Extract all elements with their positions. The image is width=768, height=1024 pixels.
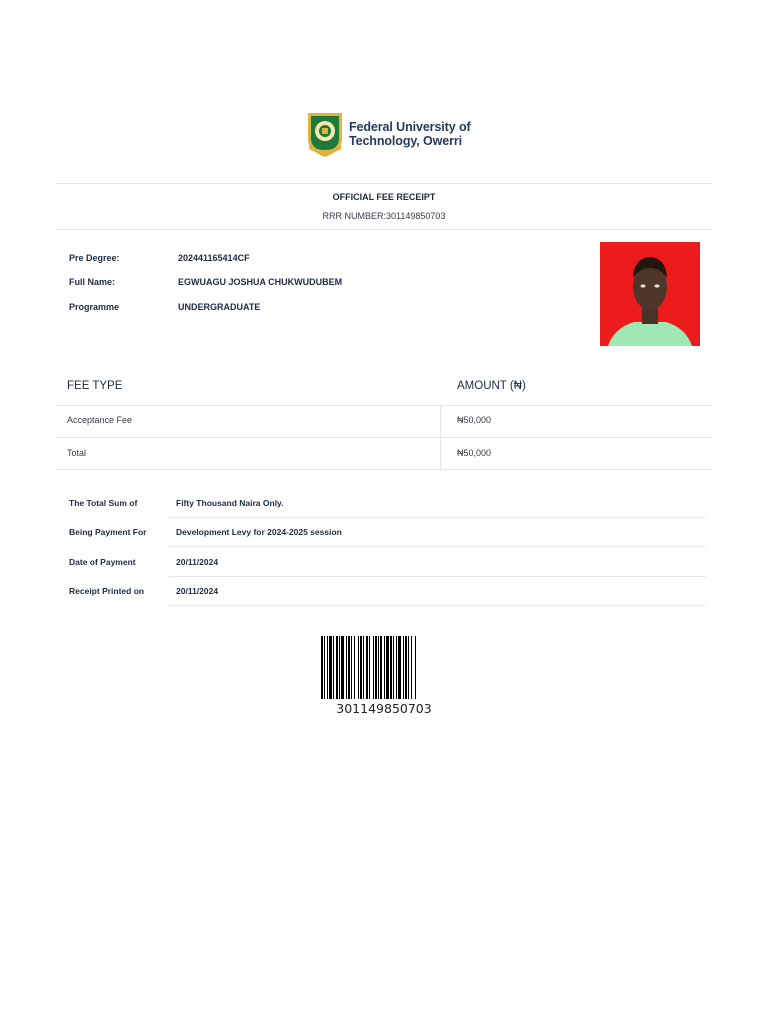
divider (56, 469, 712, 470)
university-name-line2: Technology, Owerri (349, 134, 463, 148)
barcode-bar (405, 636, 407, 699)
divider (56, 183, 712, 184)
divider (169, 517, 706, 518)
barcode-bar (390, 636, 392, 699)
divider (169, 576, 706, 577)
programme-value: UNDERGRADUATE (178, 302, 261, 312)
payment-date-value: 20/11/2024 (176, 557, 219, 567)
divider (56, 229, 712, 230)
barcode-bar (324, 636, 325, 699)
divider (56, 437, 712, 438)
barcode-bar (339, 636, 340, 699)
barcode-bar (415, 636, 416, 699)
barcode-bar (393, 636, 394, 699)
barcode-bar (396, 636, 397, 699)
barcode-bar (380, 636, 382, 699)
barcode-bar (408, 636, 409, 699)
full-name-value: EGWUAGU JOSHUA CHUKWUDUBEM (178, 277, 343, 287)
printed-on-label: Receipt Printed on (69, 586, 145, 596)
payment-for-value: Development Levy for 2024-2025 session (176, 527, 342, 537)
barcode-bar (375, 636, 377, 699)
university-logo (304, 108, 471, 160)
barcode-bar (358, 636, 359, 699)
barcode-bar (327, 636, 328, 699)
fee-row-amount: ₦50,000 (457, 415, 492, 425)
full-name-label: Full Name: (69, 277, 116, 287)
total-row-amount: ₦50,000 (457, 448, 492, 458)
programme-label: Programme (69, 302, 120, 312)
total-sum-label: The Total Sum of (69, 498, 138, 508)
total-row-label: Total (67, 448, 87, 458)
barcode-bar (360, 636, 362, 699)
pre-degree-value: 202441165414CF (178, 253, 250, 263)
barcode-bar (411, 636, 412, 699)
total-sum-value: Fifty Thousand Naira Only. (176, 498, 284, 508)
divider (169, 546, 706, 547)
barcode-bar (341, 636, 344, 699)
barcode-bar (403, 636, 404, 699)
barcode-bar (373, 636, 374, 699)
receipt-title: OFFICIAL FEE RECEIPT (332, 192, 436, 202)
barcode-bar (329, 636, 332, 699)
pre-degree-label: Pre Degree: (69, 253, 120, 263)
barcode-bar (351, 636, 352, 699)
divider (56, 405, 712, 406)
barcode-bar (398, 636, 401, 699)
barcode-bar (378, 636, 379, 699)
barcode-bar (366, 636, 368, 699)
barcode-bar (386, 636, 389, 699)
student-photo (600, 242, 700, 346)
printed-on-value: 20/11/2024 (176, 586, 219, 596)
barcode-bar (384, 636, 385, 699)
divider (169, 605, 706, 606)
payment-for-label: Being Payment For (69, 527, 147, 537)
barcode-bar (333, 636, 334, 699)
barcode-number: 301149850703 (336, 701, 432, 716)
barcode (321, 636, 447, 699)
barcode-bar (346, 636, 347, 699)
barcode-bar (336, 636, 338, 699)
amount-header: AMOUNT (₦) (457, 380, 526, 392)
fee-row-type: Acceptance Fee (67, 415, 133, 425)
barcode-bar (321, 636, 323, 699)
barcode-bar (369, 636, 370, 699)
barcode-bar (363, 636, 364, 699)
barcode-bar (348, 636, 350, 699)
payment-date-label: Date of Payment (69, 557, 136, 567)
university-crest-icon (304, 109, 346, 159)
barcode-bar (354, 636, 355, 699)
university-name-line1: Federal University of (349, 120, 471, 134)
university-name (349, 120, 471, 148)
fee-type-header: FEE TYPE (67, 380, 123, 392)
rrr-number: RRR NUMBER:301149850703 (322, 211, 446, 221)
